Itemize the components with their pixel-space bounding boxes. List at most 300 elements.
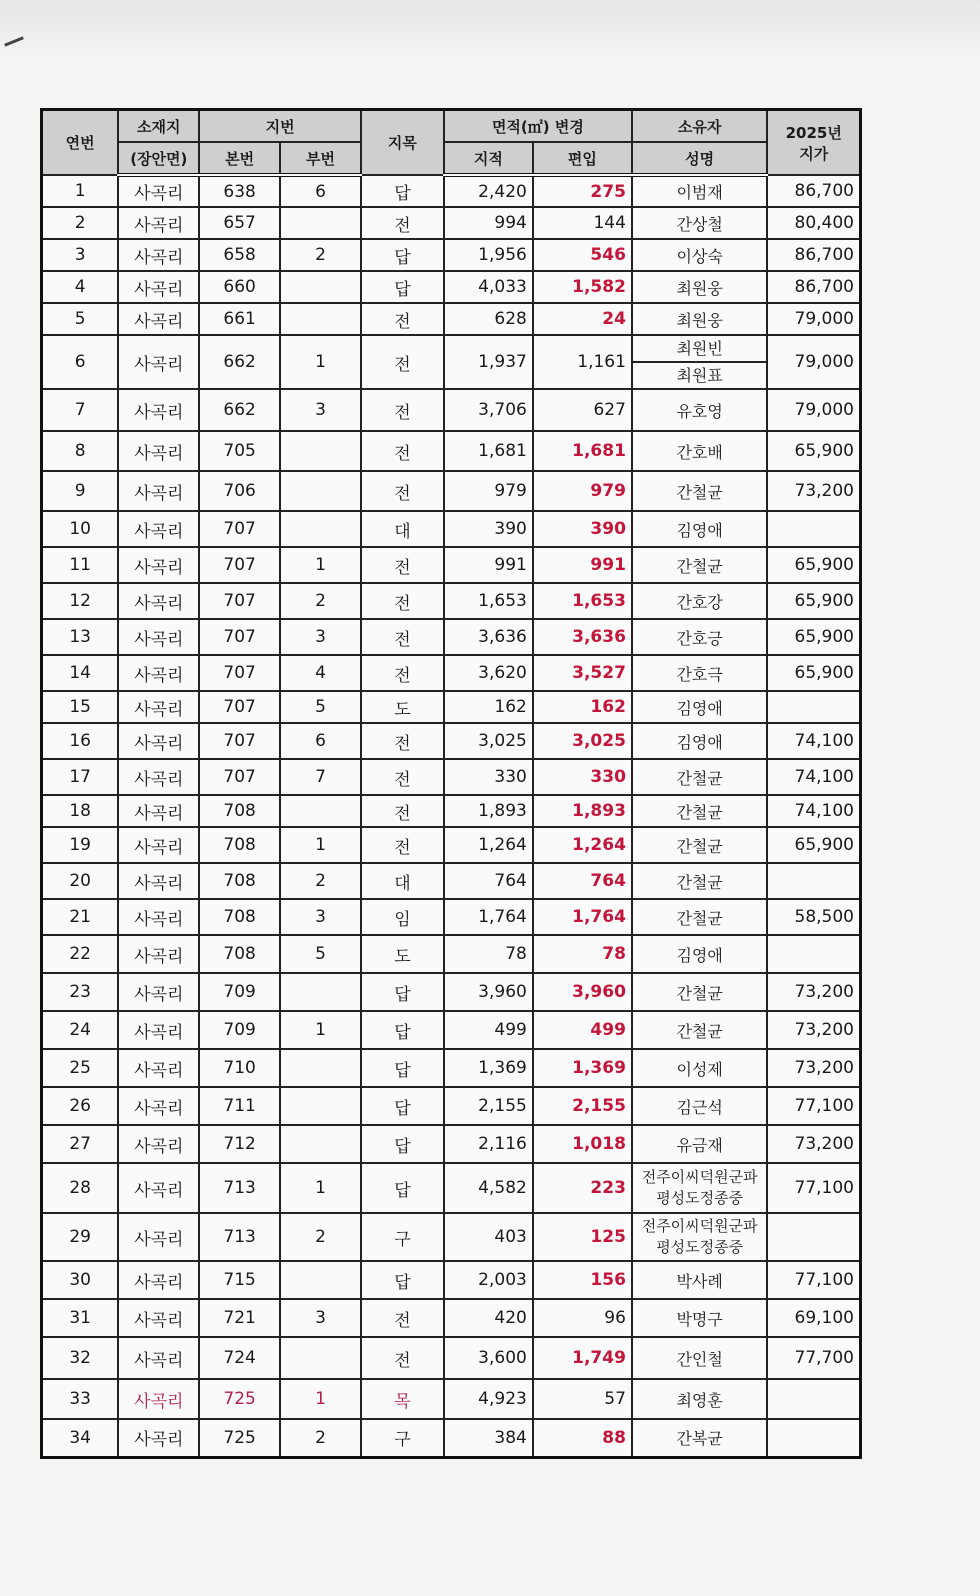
cell-owner: 이상숙 — [632, 239, 767, 271]
cell-category: 답 — [361, 1049, 444, 1087]
cell-owner: 최원웅 — [632, 303, 767, 335]
cell-location: 사곡리 — [118, 1049, 199, 1087]
cell-price: 77,100 — [767, 1261, 860, 1299]
table-row — [42, 239, 861, 271]
cell-location: 사곡리 — [118, 1419, 199, 1457]
cell-no: 28 — [42, 1163, 119, 1213]
cell-price: 65,900 — [767, 619, 860, 655]
cell-lot-main: 715 — [199, 1261, 280, 1299]
cell-category: 임 — [361, 899, 444, 935]
cell-price: 65,900 — [767, 547, 860, 583]
cell-lot-sub: 3 — [280, 389, 361, 431]
cell-area-incorporated: 223 — [533, 1163, 632, 1213]
cell-category: 전 — [361, 619, 444, 655]
cell-lot-main: 708 — [199, 795, 280, 827]
cell-area-incorporated: 1,653 — [533, 583, 632, 619]
cell-area-incorporated: 499 — [533, 1011, 632, 1049]
table-row — [42, 935, 861, 973]
cell-no: 10 — [42, 511, 119, 547]
cell-lot-main: 707 — [199, 723, 280, 759]
cell-area-registered: 1,764 — [444, 899, 533, 935]
cell-lot-main: 705 — [199, 431, 280, 471]
cell-location: 사곡리 — [118, 1087, 199, 1125]
cell-no: 27 — [42, 1125, 119, 1163]
cell-lot-main: 712 — [199, 1125, 280, 1163]
cell-price — [767, 691, 860, 723]
cell-location: 사곡리 — [118, 723, 199, 759]
table-row — [42, 619, 861, 655]
cell-lot-main: 660 — [199, 271, 280, 303]
cell-no: 33 — [42, 1379, 119, 1419]
cell-lot-main: 707 — [199, 547, 280, 583]
cell-lot-sub — [280, 511, 361, 547]
table-row — [42, 1125, 861, 1163]
header-area-registered: 지적 — [444, 142, 533, 175]
cell-area-registered: 1,956 — [444, 239, 533, 271]
cell-category: 답 — [361, 239, 444, 271]
cell-location: 사곡리 — [118, 1125, 199, 1163]
table-row — [42, 511, 861, 547]
cell-location: 사곡리 — [118, 795, 199, 827]
cell-location: 사곡리 — [118, 175, 199, 207]
header-lot: 지번 — [199, 110, 361, 143]
cell-lot-sub: 3 — [280, 899, 361, 935]
cell-owner: 간철균 — [632, 827, 767, 863]
cell-lot-sub: 3 — [280, 619, 361, 655]
cell-no: 23 — [42, 973, 119, 1011]
cell-price: 79,000 — [767, 303, 860, 335]
table-row — [42, 389, 861, 431]
cell-category: 전 — [361, 389, 444, 431]
table-row — [42, 335, 861, 389]
cell-area-registered: 1,893 — [444, 795, 533, 827]
table-row — [42, 827, 861, 863]
cell-category: 답 — [361, 1087, 444, 1125]
cell-location: 사곡리 — [118, 1379, 199, 1419]
cell-area-registered: 1,369 — [444, 1049, 533, 1087]
cell-lot-sub: 1 — [280, 335, 361, 389]
cell-area-incorporated: 125 — [533, 1213, 632, 1261]
cell-area-registered: 420 — [444, 1299, 533, 1337]
cell-location: 사곡리 — [118, 271, 199, 303]
cell-no: 13 — [42, 619, 119, 655]
cell-location: 사곡리 — [118, 759, 199, 795]
cell-location: 사곡리 — [118, 239, 199, 271]
cell-no: 31 — [42, 1299, 119, 1337]
cell-no: 21 — [42, 899, 119, 935]
cell-category: 목 — [361, 1379, 444, 1419]
cell-lot-main: 707 — [199, 691, 280, 723]
cell-area-registered: 1,264 — [444, 827, 533, 863]
cell-area-registered: 384 — [444, 1419, 533, 1457]
scan-top-edge — [0, 0, 980, 60]
header-no: 연번 — [42, 110, 119, 176]
cell-owner: 이성제 — [632, 1049, 767, 1087]
land-parcel-table — [40, 108, 862, 1459]
cell-no: 25 — [42, 1049, 119, 1087]
table-row — [42, 723, 861, 759]
cell-location: 사곡리 — [118, 547, 199, 583]
cell-location: 사곡리 — [118, 1011, 199, 1049]
cell-lot-sub: 1 — [280, 827, 361, 863]
cell-no: 16 — [42, 723, 119, 759]
cell-area-registered: 4,033 — [444, 271, 533, 303]
cell-lot-sub: 2 — [280, 863, 361, 899]
cell-location: 사곡리 — [118, 619, 199, 655]
cell-price: 86,700 — [767, 239, 860, 271]
cell-no: 30 — [42, 1261, 119, 1299]
cell-location: 사곡리 — [118, 935, 199, 973]
cell-category: 답 — [361, 271, 444, 303]
cell-location: 사곡리 — [118, 973, 199, 1011]
cell-price: 73,200 — [767, 1125, 860, 1163]
cell-lot-sub: 2 — [280, 239, 361, 271]
cell-owner: 박사례 — [632, 1261, 767, 1299]
cell-no: 7 — [42, 389, 119, 431]
cell-area-registered: 979 — [444, 471, 533, 511]
cell-area-incorporated: 330 — [533, 759, 632, 795]
table-row — [42, 691, 861, 723]
header-lot-main: 본번 — [199, 142, 280, 175]
cell-lot-sub: 1 — [280, 547, 361, 583]
cell-no: 14 — [42, 655, 119, 691]
cell-location: 사곡리 — [118, 471, 199, 511]
header-price-label: 지가 — [799, 144, 829, 163]
table-row — [42, 1379, 861, 1419]
cell-area-registered: 991 — [444, 547, 533, 583]
cell-area-incorporated: 88 — [533, 1419, 632, 1457]
cell-lot-main: 707 — [199, 759, 280, 795]
cell-lot-main: 708 — [199, 935, 280, 973]
cell-lot-sub: 5 — [280, 691, 361, 723]
header-location: 소재지 — [118, 110, 199, 143]
cell-owner: 간철균 — [632, 795, 767, 827]
cell-price: 74,100 — [767, 723, 860, 759]
cell-location: 사곡리 — [118, 691, 199, 723]
cell-lot-main: 707 — [199, 583, 280, 619]
cell-area-registered: 403 — [444, 1213, 533, 1261]
cell-area-incorporated: 1,582 — [533, 271, 632, 303]
cell-area-registered: 1,937 — [444, 335, 533, 389]
cell-lot-main: 658 — [199, 239, 280, 271]
cell-price — [767, 511, 860, 547]
cell-area-incorporated: 1,681 — [533, 431, 632, 471]
cell-lot-main: 713 — [199, 1163, 280, 1213]
cell-price: 73,200 — [767, 471, 860, 511]
cell-location: 사곡리 — [118, 511, 199, 547]
cell-price: 77,100 — [767, 1087, 860, 1125]
cell-lot-main: 708 — [199, 899, 280, 935]
cell-area-registered: 2,420 — [444, 175, 533, 207]
cell-lot-sub — [280, 1261, 361, 1299]
cell-no: 5 — [42, 303, 119, 335]
cell-lot-main: 710 — [199, 1049, 280, 1087]
cell-location: 사곡리 — [118, 899, 199, 935]
cell-category: 전 — [361, 827, 444, 863]
cell-price: 73,200 — [767, 1049, 860, 1087]
cell-lot-main: 724 — [199, 1337, 280, 1379]
table-row — [42, 1163, 861, 1213]
cell-category: 전 — [361, 471, 444, 511]
cell-price: 73,200 — [767, 1011, 860, 1049]
cell-owner: 전주이씨덕원군파 평성도정종중 — [632, 1163, 767, 1213]
cell-category: 전 — [361, 795, 444, 827]
cell-area-registered: 499 — [444, 1011, 533, 1049]
cell-lot-main: 662 — [199, 389, 280, 431]
cell-area-incorporated: 991 — [533, 547, 632, 583]
cell-lot-main: 709 — [199, 973, 280, 1011]
cell-no: 24 — [42, 1011, 119, 1049]
table-row — [42, 583, 861, 619]
cell-no: 26 — [42, 1087, 119, 1125]
cell-area-incorporated: 2,155 — [533, 1087, 632, 1125]
table-row — [42, 175, 861, 207]
cell-price — [767, 863, 860, 899]
cell-area-incorporated: 390 — [533, 511, 632, 547]
cell-price: 79,000 — [767, 389, 860, 431]
cell-category: 답 — [361, 1125, 444, 1163]
cell-owner: 전주이씨덕원군파 평성도정종중 — [632, 1213, 767, 1261]
table-row — [42, 471, 861, 511]
cell-no: 12 — [42, 583, 119, 619]
cell-lot-sub — [280, 431, 361, 471]
cell-location: 사곡리 — [118, 431, 199, 471]
cell-price: 65,900 — [767, 583, 860, 619]
cell-lot-sub — [280, 1337, 361, 1379]
cell-lot-sub: 5 — [280, 935, 361, 973]
table-row — [42, 547, 861, 583]
cell-lot-sub — [280, 795, 361, 827]
cell-lot-sub: 2 — [280, 1213, 361, 1261]
cell-area-incorporated: 3,527 — [533, 655, 632, 691]
cell-area-incorporated: 1,749 — [533, 1337, 632, 1379]
cell-area-incorporated: 144 — [533, 207, 632, 239]
cell-lot-main: 708 — [199, 863, 280, 899]
cell-area-registered: 1,681 — [444, 431, 533, 471]
cell-area-registered: 628 — [444, 303, 533, 335]
header-owner: 소유자 — [632, 110, 767, 143]
cell-lot-main: 638 — [199, 175, 280, 207]
cell-location: 사곡리 — [118, 583, 199, 619]
table-header — [42, 110, 861, 176]
cell-lot-main: 707 — [199, 511, 280, 547]
cell-area-incorporated: 1,018 — [533, 1125, 632, 1163]
cell-lot-main: 713 — [199, 1213, 280, 1261]
cell-area-registered: 3,600 — [444, 1337, 533, 1379]
cell-area-incorporated: 979 — [533, 471, 632, 511]
cell-area-registered: 3,706 — [444, 389, 533, 431]
cell-category: 전 — [361, 759, 444, 795]
cell-owner: 김영애 — [632, 935, 767, 973]
cell-no: 32 — [42, 1337, 119, 1379]
cell-lot-sub — [280, 973, 361, 1011]
table-row — [42, 795, 861, 827]
cell-lot-sub: 1 — [280, 1163, 361, 1213]
cell-lot-sub: 4 — [280, 655, 361, 691]
cell-owner: 간인철 — [632, 1337, 767, 1379]
cell-category: 도 — [361, 691, 444, 723]
cell-area-registered: 162 — [444, 691, 533, 723]
cell-no: 3 — [42, 239, 119, 271]
cell-no: 15 — [42, 691, 119, 723]
cell-price: 77,700 — [767, 1337, 860, 1379]
cell-lot-sub — [280, 303, 361, 335]
cell-no: 17 — [42, 759, 119, 795]
cell-area-registered: 1,653 — [444, 583, 533, 619]
cell-lot-sub: 1 — [280, 1011, 361, 1049]
owner-name: 최원표 — [633, 361, 766, 388]
cell-category: 답 — [361, 175, 444, 207]
cell-area-incorporated: 1,764 — [533, 899, 632, 935]
cell-area-incorporated: 57 — [533, 1379, 632, 1419]
cell-area-registered: 78 — [444, 935, 533, 973]
table-row — [42, 1337, 861, 1379]
table-row — [42, 1049, 861, 1087]
cell-area-incorporated: 3,025 — [533, 723, 632, 759]
cell-category: 전 — [361, 1299, 444, 1337]
cell-lot-main: 657 — [199, 207, 280, 239]
cell-no: 19 — [42, 827, 119, 863]
cell-area-incorporated: 1,369 — [533, 1049, 632, 1087]
cell-category: 답 — [361, 1011, 444, 1049]
cell-lot-main: 661 — [199, 303, 280, 335]
cell-location: 사곡리 — [118, 1299, 199, 1337]
cell-area-registered: 3,025 — [444, 723, 533, 759]
cell-owner: 간호배 — [632, 431, 767, 471]
cell-lot-sub — [280, 1125, 361, 1163]
cell-lot-main: 662 — [199, 335, 280, 389]
table-row — [42, 655, 861, 691]
cell-no: 29 — [42, 1213, 119, 1261]
cell-owner: 간철균 — [632, 863, 767, 899]
cell-area-registered: 390 — [444, 511, 533, 547]
header-location-sub: (장안면) — [118, 142, 199, 175]
cell-area-registered: 764 — [444, 863, 533, 899]
cell-area-registered: 3,960 — [444, 973, 533, 1011]
cell-area-incorporated: 24 — [533, 303, 632, 335]
cell-price: 65,900 — [767, 655, 860, 691]
cell-category: 답 — [361, 1163, 444, 1213]
cell-lot-main: 711 — [199, 1087, 280, 1125]
cell-price: 86,700 — [767, 175, 860, 207]
cell-lot-main: 725 — [199, 1379, 280, 1419]
cell-lot-sub: 7 — [280, 759, 361, 795]
cell-price: 80,400 — [767, 207, 860, 239]
table-row — [42, 1261, 861, 1299]
cell-location: 사곡리 — [118, 207, 199, 239]
cell-owner — [632, 335, 767, 389]
cell-price: 74,100 — [767, 759, 860, 795]
cell-owner: 최원웅 — [632, 271, 767, 303]
cell-area-incorporated: 546 — [533, 239, 632, 271]
cell-price: 73,200 — [767, 973, 860, 1011]
cell-area-incorporated: 1,893 — [533, 795, 632, 827]
cell-area-registered: 994 — [444, 207, 533, 239]
cell-owner: 간호강 — [632, 583, 767, 619]
cell-owner: 김영애 — [632, 511, 767, 547]
cell-area-incorporated: 275 — [533, 175, 632, 207]
cell-no: 4 — [42, 271, 119, 303]
cell-owner: 김영애 — [632, 691, 767, 723]
cell-category: 답 — [361, 973, 444, 1011]
cell-price — [767, 935, 860, 973]
cell-owner: 간철균 — [632, 1011, 767, 1049]
cell-location: 사곡리 — [118, 303, 199, 335]
cell-lot-main: 707 — [199, 655, 280, 691]
cell-area-registered: 2,003 — [444, 1261, 533, 1299]
cell-owner: 최영훈 — [632, 1379, 767, 1419]
cell-owner: 이범재 — [632, 175, 767, 207]
table-row — [42, 207, 861, 239]
cell-price — [767, 1419, 860, 1457]
cell-lot-main: 707 — [199, 619, 280, 655]
cell-no: 11 — [42, 547, 119, 583]
cell-location: 사곡리 — [118, 827, 199, 863]
cell-area-registered: 2,116 — [444, 1125, 533, 1163]
table-row — [42, 899, 861, 935]
cell-area-incorporated: 3,960 — [533, 973, 632, 1011]
cell-owner: 간호극 — [632, 655, 767, 691]
cell-area-registered: 3,636 — [444, 619, 533, 655]
cell-owner: 간복균 — [632, 1419, 767, 1457]
cell-lot-main: 709 — [199, 1011, 280, 1049]
cell-area-incorporated: 1,161 — [533, 335, 632, 389]
cell-no: 1 — [42, 175, 119, 207]
header-price — [767, 110, 860, 176]
cell-category: 전 — [361, 431, 444, 471]
cell-category: 구 — [361, 1419, 444, 1457]
cell-category: 전 — [361, 583, 444, 619]
cell-location: 사곡리 — [118, 1213, 199, 1261]
cell-no: 20 — [42, 863, 119, 899]
cell-area-registered: 4,582 — [444, 1163, 533, 1213]
cell-category: 전 — [361, 547, 444, 583]
cell-owner: 간철균 — [632, 471, 767, 511]
cell-category: 전 — [361, 655, 444, 691]
cell-area-incorporated: 1,264 — [533, 827, 632, 863]
cell-owner: 김근석 — [632, 1087, 767, 1125]
cell-category: 전 — [361, 335, 444, 389]
table-row — [42, 1011, 861, 1049]
cell-area-incorporated: 162 — [533, 691, 632, 723]
cell-price: 65,900 — [767, 431, 860, 471]
cell-no: 22 — [42, 935, 119, 973]
cell-no: 2 — [42, 207, 119, 239]
cell-owner: 유호영 — [632, 389, 767, 431]
cell-area-registered: 4,923 — [444, 1379, 533, 1419]
cell-price: 77,100 — [767, 1163, 860, 1213]
header-price-year: 2025년 — [785, 123, 842, 142]
cell-category: 대 — [361, 511, 444, 547]
cell-location: 사곡리 — [118, 1337, 199, 1379]
cell-category: 구 — [361, 1213, 444, 1261]
cell-lot-main: 708 — [199, 827, 280, 863]
cell-price: 58,500 — [767, 899, 860, 935]
table-row — [42, 973, 861, 1011]
cell-lot-main: 721 — [199, 1299, 280, 1337]
cell-area-incorporated: 78 — [533, 935, 632, 973]
cell-lot-sub — [280, 207, 361, 239]
header-owner-name: 성명 — [632, 142, 767, 175]
cell-no: 34 — [42, 1419, 119, 1457]
table-row — [42, 1299, 861, 1337]
cell-owner: 간철균 — [632, 759, 767, 795]
table-row — [42, 1419, 861, 1457]
cell-lot-sub — [280, 1087, 361, 1125]
cell-owner: 김영애 — [632, 723, 767, 759]
header-category: 지목 — [361, 110, 444, 176]
cell-owner: 간철균 — [632, 973, 767, 1011]
